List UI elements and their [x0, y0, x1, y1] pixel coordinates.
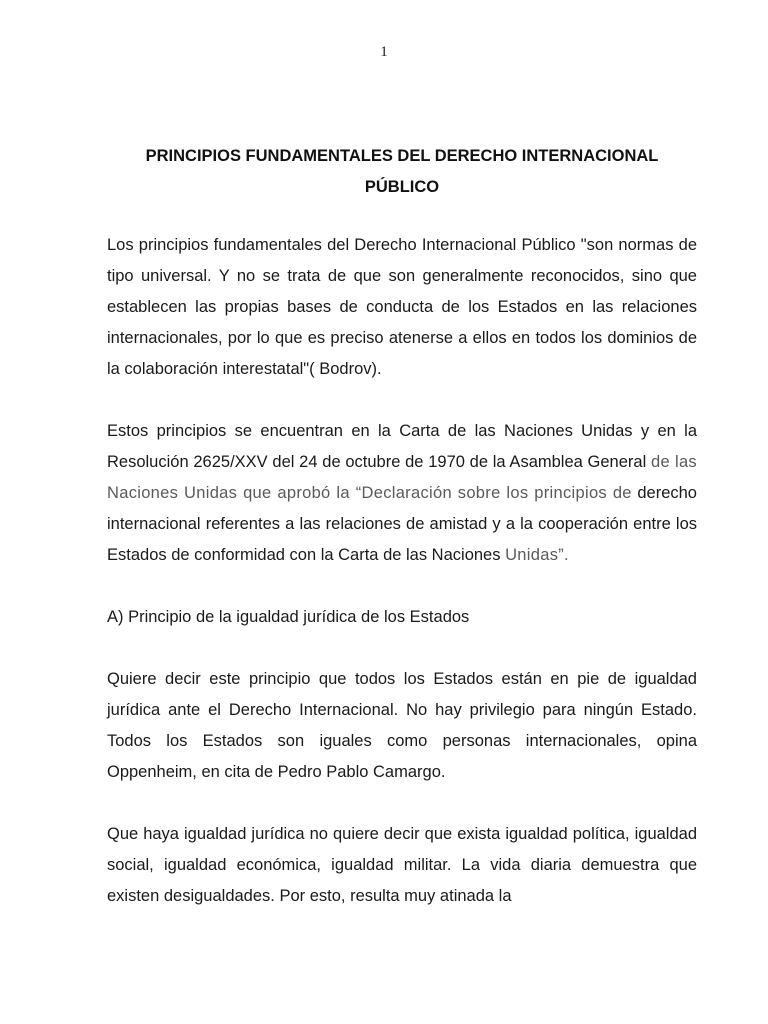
- section-heading: A) Principio de la igualdad jurídica de los Estados: [107, 608, 470, 626]
- paragraph-2-part-1: Estos principios se encuentran en la Carta de las Naciones Unidas y en la Resolución 2625/XXV del 24 de octubre de 1970 de la Asamblea General: [107, 422, 697, 471]
- paragraph-4: Que haya igualdad jurídica no quiere decir que exista igualdad política, igualdad social, igualdad económica, igualdad militar. La vida diaria demuestra que existen desigualdades. Por esto, resulta muy atinada la: [107, 825, 697, 905]
- paragraph-2-part-4: Unidas”.: [505, 546, 569, 564]
- paragraph-2-part-2: de las Naciones Unidas que aprobó la “Declaración sobre los principios de: [107, 453, 697, 502]
- paragraph-3: Quiere decir este principio que todos los Estados están en pie de igualdad jurídica ante el Derecho Internacional. No hay privilegio para ningún Estado. Todos los Estados son iguales como personas internacionales, opina Oppenheim, en cita de Pedro Pablo Camargo.: [107, 670, 697, 781]
- title-line-1: PRINCIPIOS FUNDAMENTALES DEL DERECHO INTERNACIONAL: [145, 147, 659, 165]
- title-line-2: PÚBLICO: [364, 178, 440, 196]
- paragraph-2-part-3: derecho internacional referentes a las relaciones de amistad y a la cooperación entre los Estados de conformidad con la Carta de las Naciones: [107, 484, 697, 564]
- document-title: [107, 141, 697, 203]
- paragraph-1: Los principios fundamentales del Derecho Internacional Público "son normas de tipo universal. Y no se trata de que son generalmente reconocidos, sino que establecen las propias bases de conducta de los Estados en las relaciones internacionales, por lo que es preciso atenerse a ellos en todos los dominios de la colaboración interestatal"( Bodrov).: [107, 236, 697, 378]
- paragraph-2: [107, 416, 697, 571]
- document-body: [107, 230, 697, 943]
- page-number: 1: [380, 44, 388, 60]
